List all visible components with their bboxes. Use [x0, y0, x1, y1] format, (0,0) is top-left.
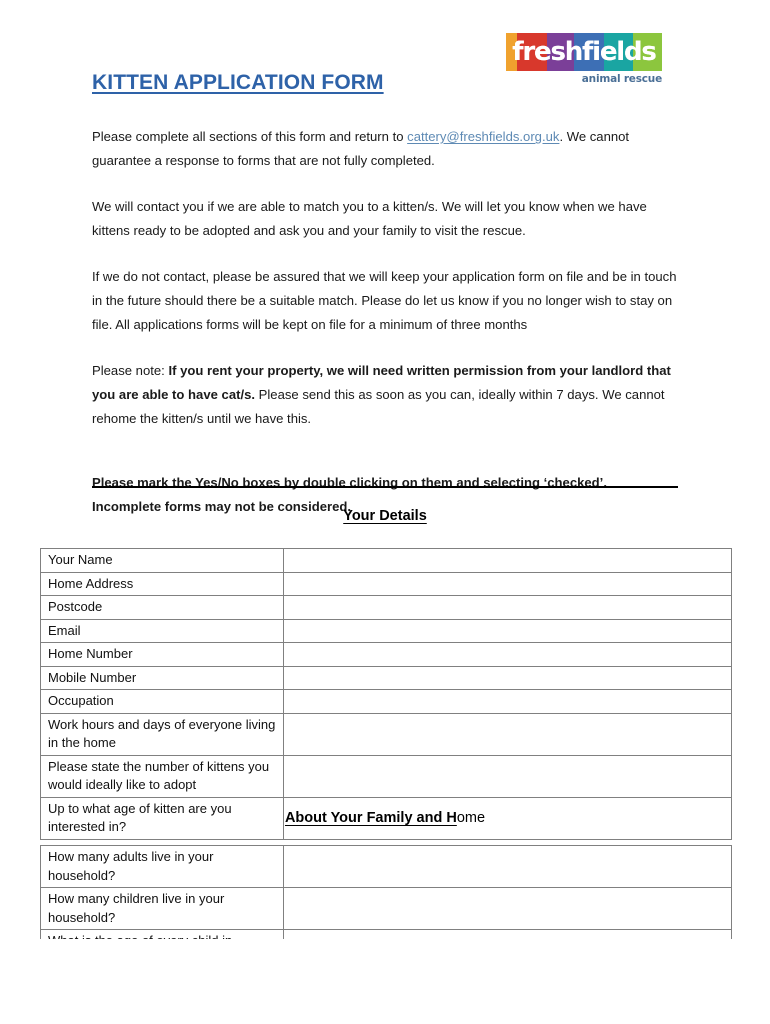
table-row — [41, 888, 732, 930]
table-row — [41, 619, 732, 643]
row-label: How many children live in your household? — [41, 888, 284, 930]
checkbox-instruction: Please mark the Yes/No boxes by double clicking on them and selecting ‘checked’. Incomplete forms may not be considered. — [92, 475, 607, 514]
intro-paragraph-3: If we do not contact, please be assured that we will keep your application form on file and be in touch in the future should there be a suitable match. Please do let us know if you no longer wish to stay on file. All applications forms will be kept on file for a minimum of three months — [92, 269, 677, 332]
row-label: Occupation — [41, 690, 284, 714]
row-label: Mobile Number — [41, 666, 284, 690]
row-label: Home Number — [41, 643, 284, 667]
freshfields-logo — [506, 33, 662, 85]
row-input-cell[interactable] — [284, 666, 732, 690]
row-label: How many adults live in your household? — [41, 846, 284, 888]
section-divider — [92, 486, 678, 488]
row-input-cell[interactable] — [284, 690, 732, 714]
row-label: Your Name — [41, 549, 284, 573]
row-input-cell[interactable] — [284, 888, 732, 930]
intro-paragraph-1 — [92, 125, 678, 173]
intro-p1-after: . We cannot guarantee a response to forms that are not fully completed. — [92, 129, 630, 168]
intro-paragraph-2: We will contact you if we are able to match you to a kitten/s. We will let you know when we have kittens ready to be adopted and ask you and your family to visit the rescue. — [92, 199, 647, 238]
row-label: Please state the number of kittens you would ideally like to adopt — [41, 755, 284, 797]
row-label: Email — [41, 619, 284, 643]
heading-your-details-underlined: Your Details — [343, 508, 427, 524]
heading-your-details — [0, 508, 770, 524]
landlord-note-prefix: Please note: — [92, 363, 169, 378]
logo-color-bars — [506, 33, 662, 71]
table-row — [41, 596, 732, 620]
intro-text-block — [92, 125, 678, 519]
intro-p1-before: Please complete all sections of this form and return to — [92, 129, 408, 144]
table-row — [41, 755, 732, 797]
table-row — [41, 666, 732, 690]
logo-wordmark: freshfields — [512, 37, 656, 67]
table-row — [41, 643, 732, 667]
row-input-cell[interactable] — [284, 596, 732, 620]
your-details-table — [40, 548, 732, 840]
page-title: KITTEN APPLICATION FORM — [92, 71, 384, 94]
row-label: Work hours and days of everyone living in the home — [41, 713, 284, 755]
row-label: Home Address — [41, 572, 284, 596]
landlord-note-bold: If you rent your property, we will need written permission from your landlord that you are able to have cat/s. — [92, 363, 671, 402]
table-row — [41, 713, 732, 755]
row-input-cell[interactable] — [284, 846, 732, 888]
row-label: Up to what age of kitten are you interested in? — [41, 797, 284, 839]
row-label: Postcode — [41, 596, 284, 620]
table-row — [41, 549, 732, 573]
cattery-email-link[interactable]: cattery@freshfields.org.uk — [407, 129, 560, 144]
row-input-cell[interactable] — [284, 713, 732, 755]
table-row — [41, 572, 732, 596]
intro-paragraph-4 — [92, 359, 678, 431]
table-row — [41, 690, 732, 714]
heading-about-family-and-home — [0, 810, 770, 826]
row-input-cell[interactable] — [284, 572, 732, 596]
row-input-cell[interactable] — [284, 619, 732, 643]
logo-tagline: animal rescue — [581, 73, 662, 85]
heading-about-family-plain: ome — [456, 810, 486, 826]
page-bottom-clip — [0, 939, 770, 1024]
row-input-cell[interactable] — [284, 643, 732, 667]
row-input-cell[interactable] — [284, 549, 732, 573]
landlord-note-suffix: Please send this as soon as you can, ideally within 7 days. We cannot rehome the kitten/s until we have this. — [92, 387, 665, 426]
row-input-cell[interactable] — [284, 755, 732, 797]
heading-about-family-underlined: About Your Family and H — [284, 810, 457, 826]
table-row — [41, 846, 732, 888]
